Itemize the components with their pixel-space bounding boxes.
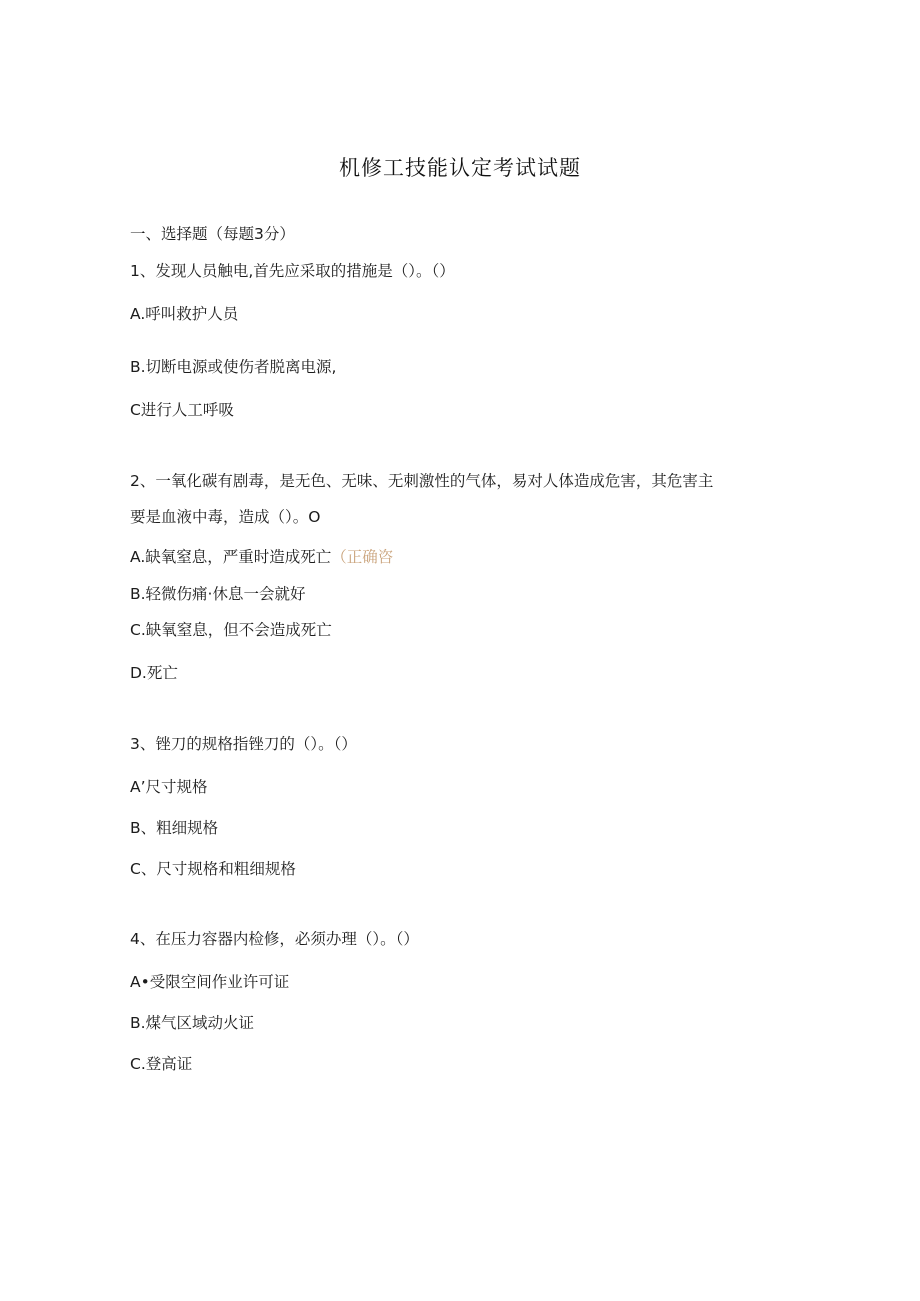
question-2-option-a: A.缺氧窒息，严重时造成死亡	[130, 548, 332, 566]
question-1-option-b: B.切断电源或使伤者脱离电源,	[130, 358, 337, 376]
question-2-stem-line-2: 要是血液中毒，造成（）。O	[130, 508, 321, 526]
question-3-stem: 3、锉刀的规格指锉刀的（）。（）	[130, 735, 357, 753]
question-3-option-b: B、粗细规格	[130, 819, 219, 837]
question-1-option-a: A.呼叫救护人员	[130, 305, 239, 323]
question-4-stem: 4、在压力容器内检修，必须办理（）。（）	[130, 930, 419, 948]
question-3-option-a: A’尺寸规格	[130, 778, 208, 796]
question-2-option-a-row	[130, 545, 393, 567]
question-1-option-c: C进行人工呼吸	[130, 401, 234, 419]
question-1-stem: 1、发现人员触电,首先应采取的措施是（）。（）	[130, 262, 455, 280]
answer-note: （正确咨	[331, 548, 394, 566]
question-2-option-d: D.死亡	[130, 664, 178, 682]
section-heading: 一、选择题（每题3分）	[130, 225, 295, 243]
page-title: 机修工技能认定考试试题	[339, 156, 581, 180]
question-4-option-a: A•受限空间作业许可证	[130, 973, 290, 991]
question-2-stem-line-1: 2、一氧化碳有剧毒，是无色、无味、无刺激性的气体，易对人体造成危害，其危害主	[130, 472, 714, 490]
question-4-option-c: C.登高证	[130, 1055, 193, 1073]
question-2-option-c: C.缺氧窒息，但不会造成死亡	[130, 621, 332, 639]
question-4-option-b: B.煤气区域动火证	[130, 1014, 255, 1032]
question-3-option-c: C、尺寸规格和粗细规格	[130, 860, 296, 878]
question-2-option-b: B.轻微伤痛·休息一会就好	[130, 585, 306, 603]
